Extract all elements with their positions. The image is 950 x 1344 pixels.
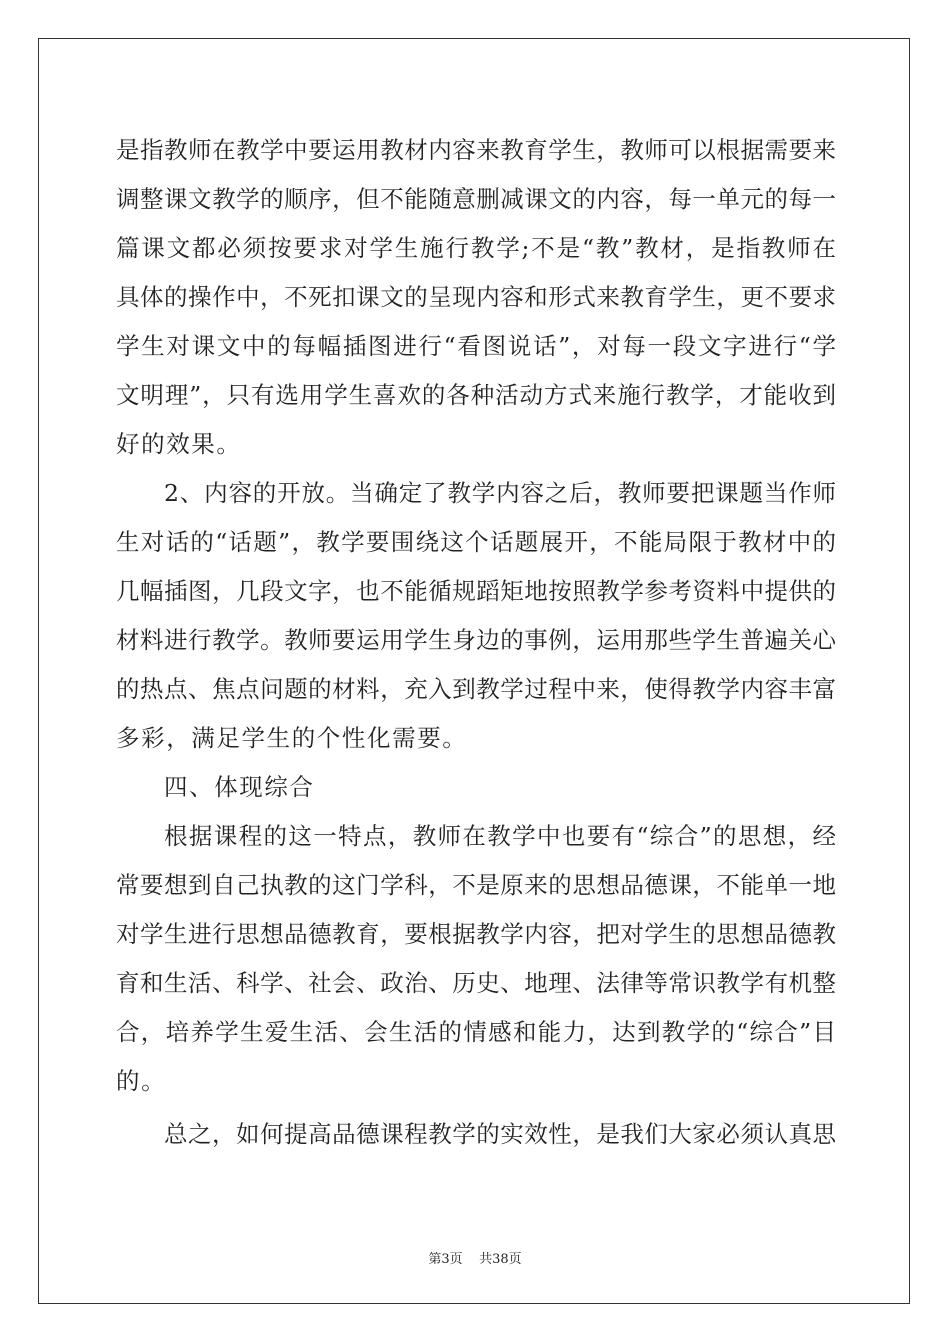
page-footer <box>0 1248 950 1267</box>
text-line: 篇课文都必须按要求对学生施行教学;不是“教”教材，是指教师在 <box>116 234 836 262</box>
text-line: 育和生活、科学、社会、政治、历史、地理、法律等常识教学有机整 <box>116 969 836 997</box>
text-line: 根据课程的这一特点，教师在教学中也要有“综合”的思想，经 <box>164 822 836 850</box>
text-line: 生对话的“话题”，教学要围绕这个话题展开，不能局限于教材中的 <box>116 528 836 556</box>
text-line: 好的效果。 <box>116 430 242 458</box>
text-line: 调整课文教学的顺序，但不能随意删减课文的内容，每一单元的每一 <box>116 185 836 213</box>
text-line: 是指教师在教学中要运用教材内容来教育学生，教师可以根据需要来 <box>116 136 836 164</box>
text-line: 文明理”，只有选用学生喜欢的各种活动方式来施行教学，才能收到 <box>116 381 836 409</box>
section-heading: 四、体现综合 <box>164 773 315 801</box>
text-line: 合，培养学生爱生活、会生活的情感和能力，达到教学的“综合”目 <box>116 1018 836 1046</box>
document-body <box>116 126 836 1159</box>
text-line: 的热点、焦点问题的材料，充入到教学过程中来，使得教学内容丰富 <box>116 675 836 703</box>
text-line: 学生对课文中的每幅插图进行“看图说话”，对每一段文字进行“学 <box>116 332 836 360</box>
page-number: 第3页 <box>428 1252 463 1267</box>
text-line: 具体的操作中，不死扣课文的呈现内容和形式来教育学生，更不要求 <box>116 283 836 311</box>
text-line: 对学生进行思想品德教育，要根据教学内容，把对学生的思想品德教 <box>116 920 836 948</box>
text-line: 多彩，满足学生的个性化需要。 <box>116 724 468 752</box>
text-line: 材料进行教学。教师要运用学生身边的事例，运用那些学生普遍关心 <box>116 626 836 654</box>
text-line: 常要想到自己执教的这门学科，不是原来的思想品德课，不能单一地 <box>116 871 836 899</box>
text-line: 的。 <box>116 1067 167 1095</box>
text-line: 2、内容的开放。当确定了教学内容之后，教师要把课题当作师 <box>164 479 836 507</box>
text-line: 几幅插图，几段文字，也不能循规蹈矩地按照教学参考资料中提供的 <box>116 577 836 605</box>
page-total: 共38页 <box>479 1252 522 1267</box>
text-line: 总之，如何提高品德课程教学的实效性，是我们大家必须认真思 <box>164 1120 836 1148</box>
